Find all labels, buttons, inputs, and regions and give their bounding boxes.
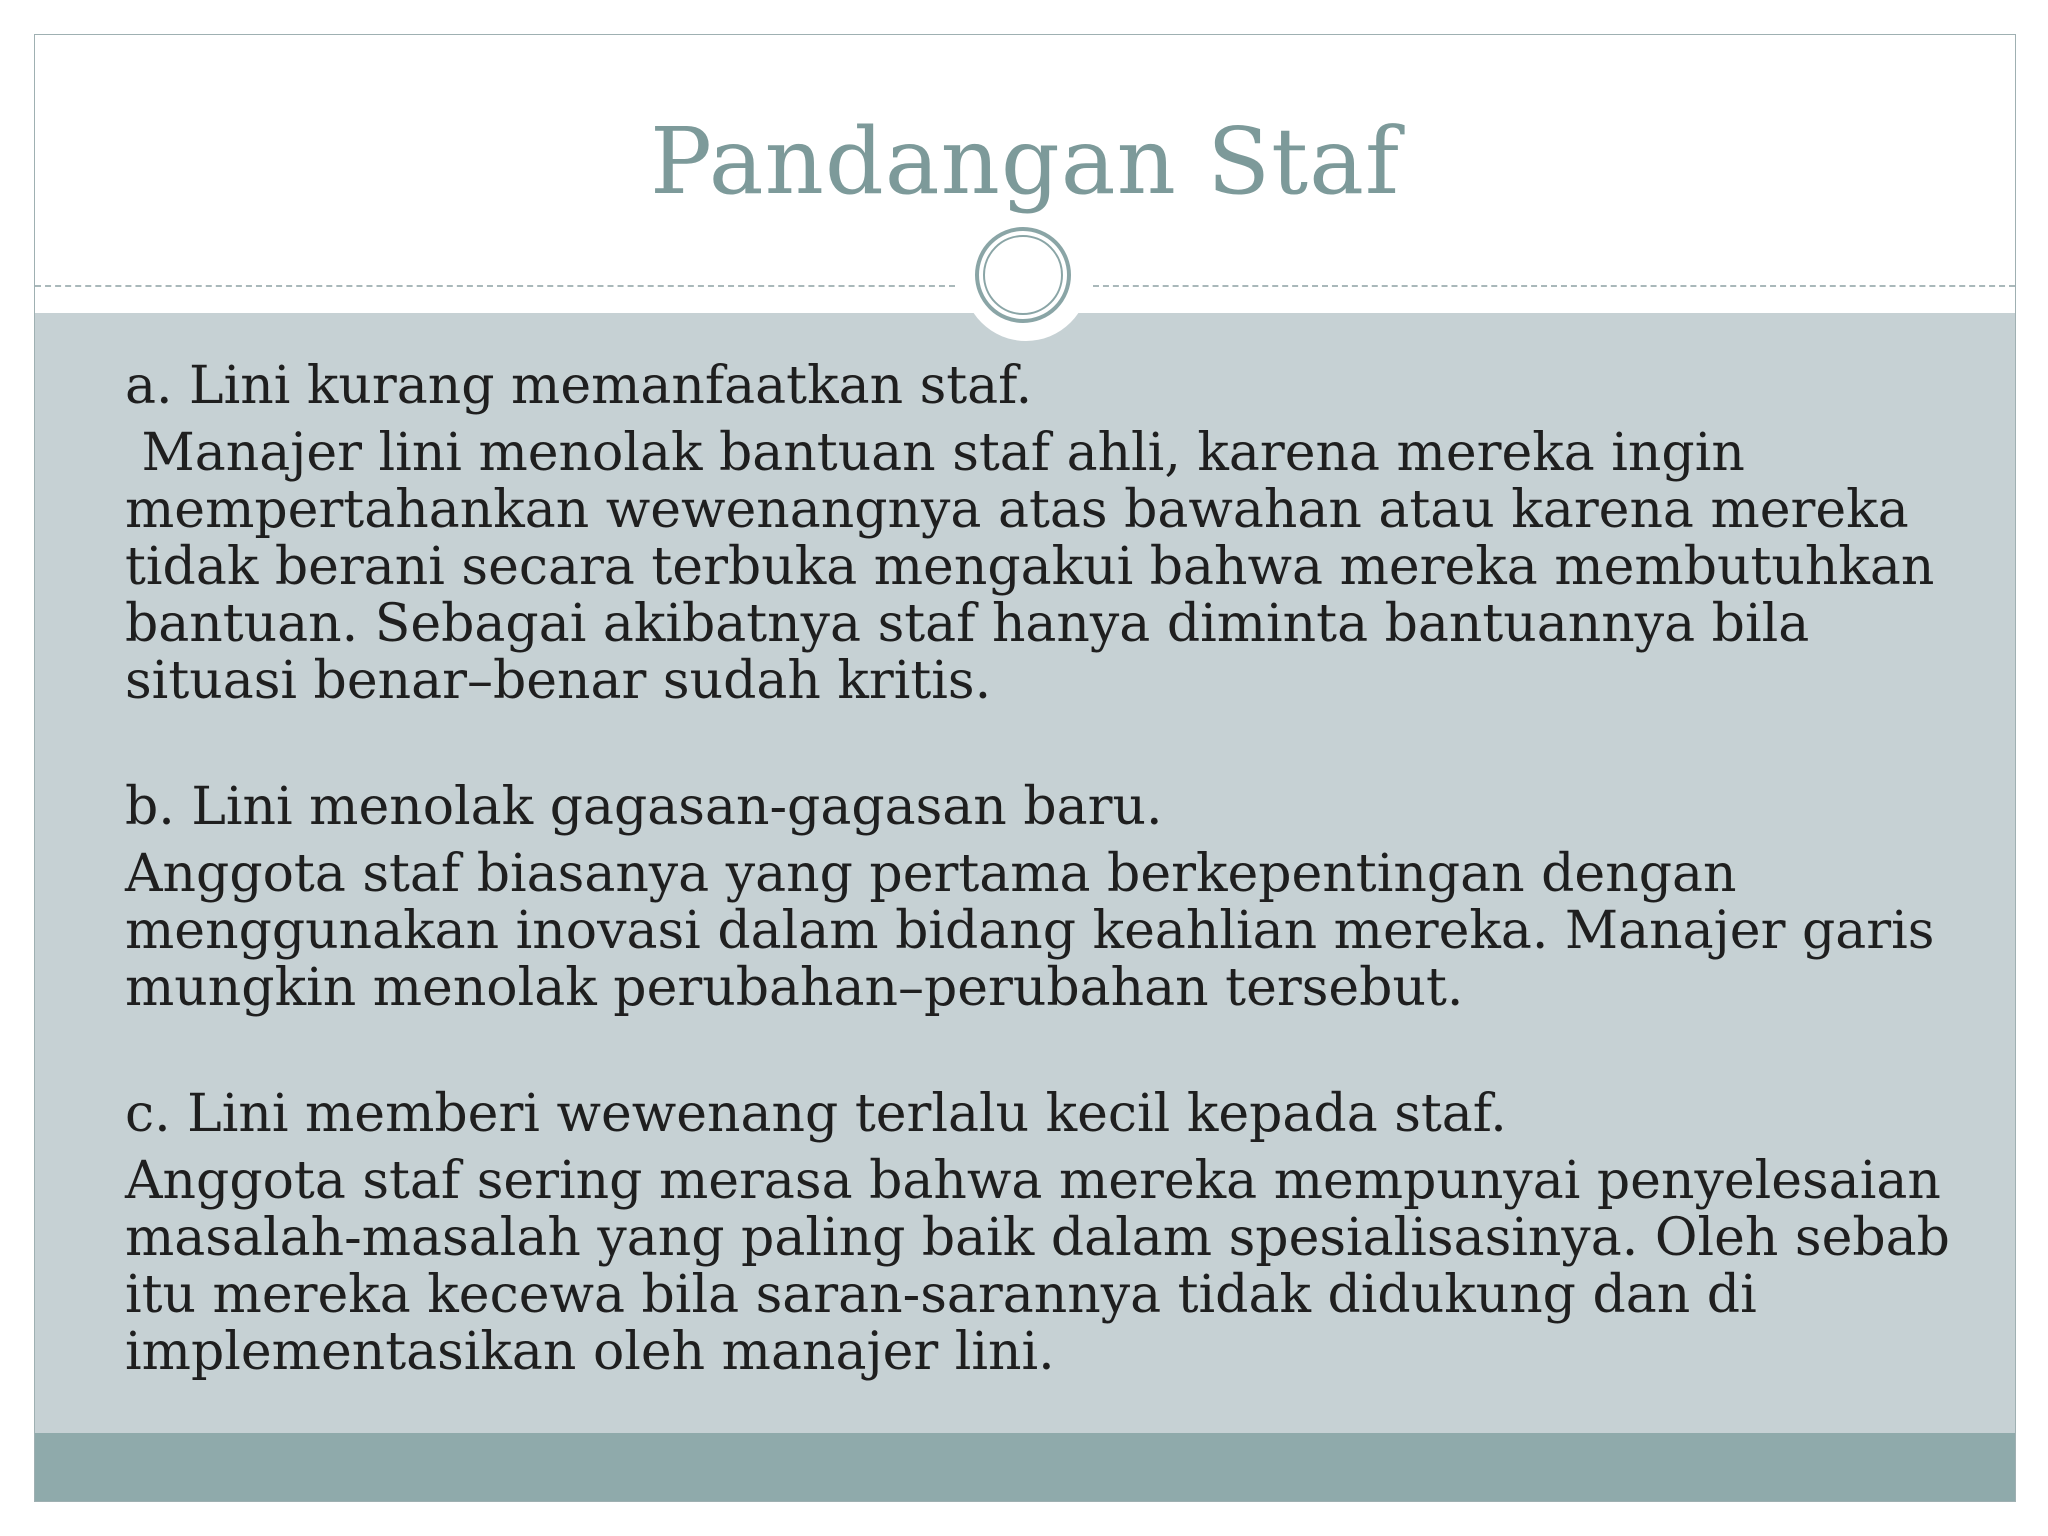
title-divider-left <box>35 285 955 287</box>
section-c <box>125 1083 1965 1381</box>
section-a-heading: a. Lini kurang memanfaatkan staf. <box>125 356 1033 416</box>
section-c-body: Anggota staf sering merasa bahwa mereka mempunyai penyelesaian masalah-masalah yang paling baik dalam spesialisasinya. Oleh sebab itu mereka kecewa bila saran-sarannya tidak didukung dan di implementasikan oleh manajer lini. <box>125 1151 1950 1382</box>
slide-title: Pandangan Staf <box>650 108 1400 215</box>
footer-band <box>35 1433 2015 1501</box>
section-c-heading: c. Lini memberi wewenang terlalu kecil kepada staf. <box>125 1084 1507 1144</box>
slide <box>34 34 2016 1502</box>
circle-ornament-inner-icon <box>983 235 1063 315</box>
section-b <box>125 776 1965 1017</box>
title-divider-right <box>1093 285 2015 287</box>
section-b-body: Anggota staf biasanya yang pertama berkepentingan dengan menggunakan inovasi dalam bidang keahlian mereka. Manajer garis mungkin menolak perubahan–perubahan tersebut. <box>125 844 1935 1018</box>
section-a <box>125 355 1965 710</box>
slide-body <box>125 355 1965 1381</box>
section-a-body: Manajer lini menolak bantuan staf ahli, karena mereka ingin mempertahankan wewenangnya atas bawahan atau karena mereka tidak berani secara terbuka mengakui bahwa mereka membutuhkan bantuan. Sebagai akibatnya staf hanya diminta bantuannya bila situasi benar–benar sudah kritis. <box>125 423 1951 711</box>
section-b-heading: b. Lini menolak gagasan-gagasan baru. <box>125 777 1163 837</box>
